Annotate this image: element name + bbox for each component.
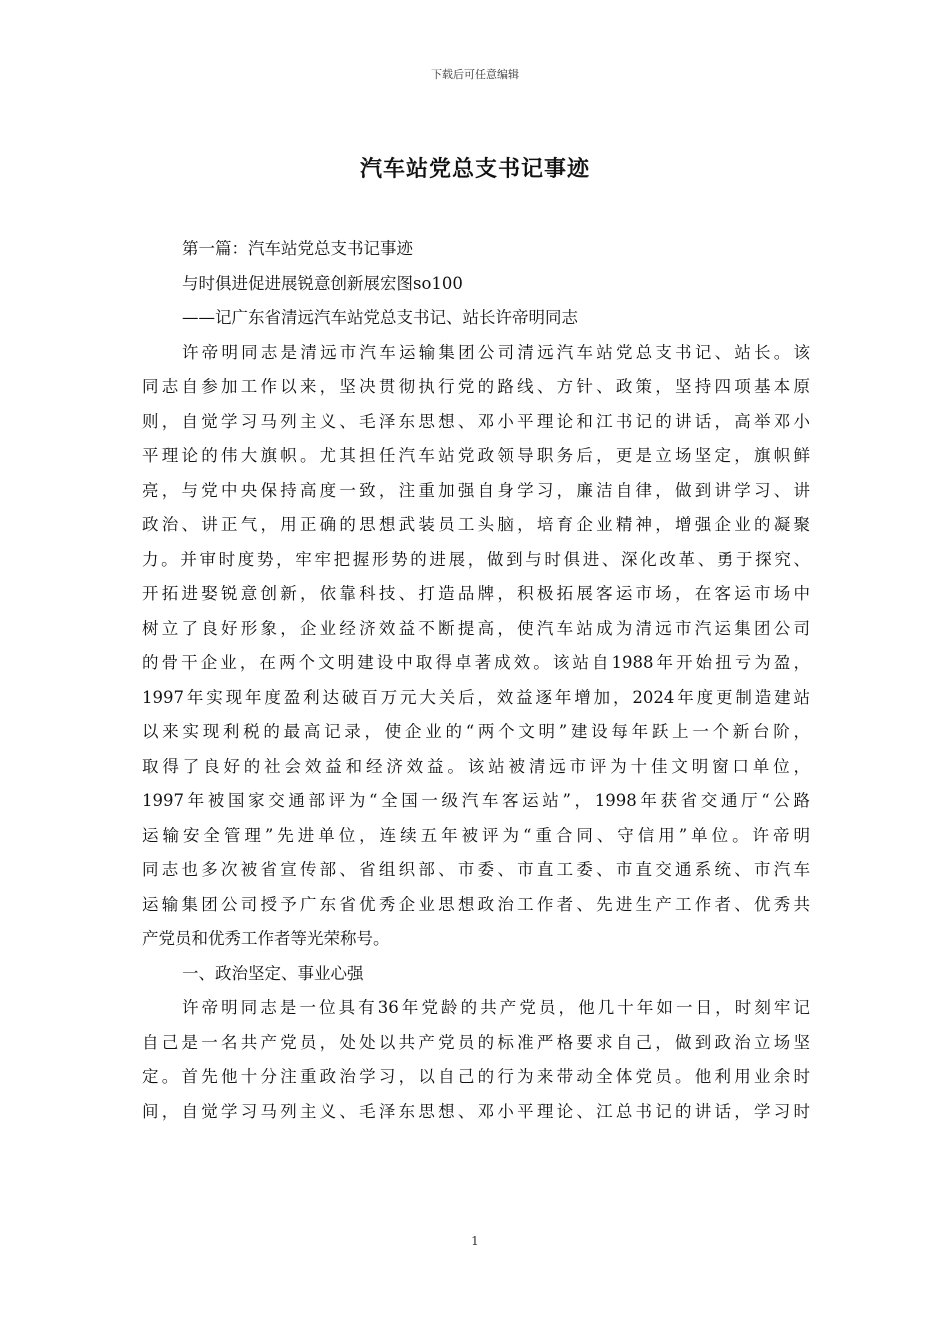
text-line: 与时俱进促进展锐意创新展宏图so100 [182, 273, 463, 293]
text-line: 许帝明同志是清远市汽车运输集团公司清远汽车站党总支书记、站长。该 [182, 342, 810, 362]
text-line: 力。并审时度势，牢牢把握形势的进展，做到与时俱进、深化改革、勇于探究、 [142, 549, 810, 569]
text-line: ——记广东省清远汽车站党总支书记、站长许帝明同志 [182, 308, 578, 327]
text-line: 亮，与党中央保持高度一致，注重加强自身学习，廉洁自律，做到讲学习、讲 [142, 480, 810, 500]
text-line: 许帝明同志是一位具有36年党龄的共产党员，他几十年如一日，时刻牢记 [182, 998, 810, 1017]
text-line: 第一篇：汽车站党总支书记事迹 [182, 239, 413, 258]
text-line: 开拓进娶锐意创新，依靠科技、打造品牌，积极拓展客运市场，在客运市场中 [142, 584, 810, 603]
text-line: 的骨干企业，在两个文明建设中取得卓著成效。该站自1988年开始扭亏为盈， [142, 653, 810, 672]
text-line: 产党员和优秀工作者等光荣称号。 [142, 929, 390, 948]
text-line: 同志自参加工作以来，坚决贯彻执行党的路线、方针、政策，坚持四项基本原 [142, 377, 810, 396]
page-number: 1 [471, 1234, 479, 1248]
text-line: 1997年被国家交通部评为“全国一级汽车客运站”，1998年获省交通厅“公路 [142, 791, 810, 810]
text-line: 运输安全管理”先进单位，连续五年被评为“重合同、守信用”单位。许帝明 [142, 825, 810, 845]
text-line: 同志也多次被省宣传部、省组织部、市委、市直工委、市直交通系统、市汽车 [142, 860, 810, 879]
text-line: 自己是一名共产党员，处处以共产党员的标准严格要求自己，做到政治立场坚 [142, 1032, 810, 1052]
text-line: 以来实现利税的最高记录，使企业的“两个文明”建设每年跃上一个新台阶， [142, 722, 810, 741]
text-line: 1997年实现年度盈利达破百万元大关后，效益逐年增加，2024年度更制造建站 [142, 687, 810, 707]
text-line: 一、政治坚定、事业心强 [182, 963, 364, 983]
text-line: 运输集团公司授予广东省优秀企业思想政治工作者、先进生产工作者、优秀共 [142, 894, 810, 914]
text-line: 取得了良好的社会效益和经济效益。该站被清远市评为十佳文明窗口单位， [142, 756, 810, 776]
text-line: 定。首先他十分注重政治学习，以自己的行为来带动全体党员。他利用业余时 [142, 1067, 810, 1086]
text-line: 政治、讲正气，用正确的思想武装员工头脑，培育企业精神，增强企业的凝聚 [142, 515, 810, 534]
text-line: 平理论的伟大旗帜。尤其担任汽车站党政领导职务后，更是立场坚定，旗帜鲜 [142, 446, 810, 465]
header-note: 下载后可任意编辑 [431, 68, 519, 81]
document-title: 汽车站党总支书记事迹 [359, 156, 590, 182]
text-line: 间，自觉学习马列主义、毛泽东思想、邓小平理论、江总书记的讲话，学习时 [142, 1101, 810, 1121]
text-line: 则，自觉学习马列主义、毛泽东思想、邓小平理论和江书记的讲话，高举邓小 [142, 411, 810, 431]
document-body [142, 232, 810, 1129]
text-line: 树立了良好形象，企业经济效益不断提高，使汽车站成为清远市汽运集团公司 [142, 618, 810, 638]
